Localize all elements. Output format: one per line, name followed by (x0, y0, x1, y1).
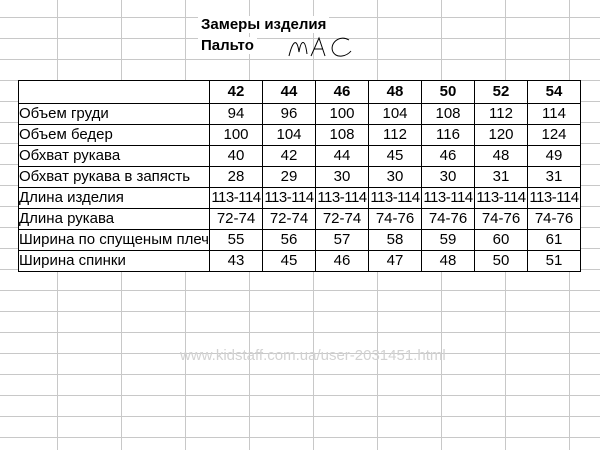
signature-logo (285, 32, 365, 62)
table-cell: 113-114 (475, 188, 528, 209)
table-cell: 46 (316, 251, 369, 272)
size-header: 46 (316, 81, 369, 104)
table-cell: 116 (422, 125, 475, 146)
size-header: 52 (475, 81, 528, 104)
table-cell: 30 (369, 167, 422, 188)
table-cell: 108 (316, 125, 369, 146)
watermark-text: www.kidstaff.com.ua/user-2031451.html (180, 347, 446, 364)
table-cell: 45 (369, 146, 422, 167)
table-cell: 57 (316, 230, 369, 251)
table-cell: 48 (475, 146, 528, 167)
table-cell: 44 (316, 146, 369, 167)
table-cell: 108 (422, 104, 475, 125)
table-cell: 60 (475, 230, 528, 251)
table-cell: 40 (210, 146, 263, 167)
table-cell: 113-114 (528, 188, 581, 209)
table-cell: 46 (422, 146, 475, 167)
table-cell: 55 (210, 230, 263, 251)
table-cell: 31 (475, 167, 528, 188)
row-label: Длина изделия (19, 188, 210, 209)
table-cell: 72-74 (316, 209, 369, 230)
table-cell: 120 (475, 125, 528, 146)
table-cell: 59 (422, 230, 475, 251)
header-corner-cell (19, 81, 210, 104)
table-cell: 96 (263, 104, 316, 125)
table-cell: 74-76 (422, 209, 475, 230)
row-label: Объем бедер (19, 125, 210, 146)
table-cell: 113-114 (210, 188, 263, 209)
table-cell: 51 (528, 251, 581, 272)
row-label: Обхват рукава в запясть (19, 167, 210, 188)
table-row (19, 104, 581, 125)
table-cell: 30 (422, 167, 475, 188)
table-cell: 74-76 (369, 209, 422, 230)
table-cell: 58 (369, 230, 422, 251)
table-row (19, 251, 581, 272)
table-cell: 43 (210, 251, 263, 272)
table-cell: 49 (528, 146, 581, 167)
row-label: Обхват рукава (19, 146, 210, 167)
table-header-row (19, 81, 581, 104)
table-cell: 74-76 (475, 209, 528, 230)
row-label: Ширина спинки (19, 251, 210, 272)
table-cell: 72-74 (263, 209, 316, 230)
table-cell: 100 (316, 104, 369, 125)
table-cell: 112 (369, 125, 422, 146)
sheet-subtitle: Пальто (198, 37, 257, 54)
table-cell: 113-114 (316, 188, 369, 209)
table-row (19, 209, 581, 230)
table-cell: 56 (263, 230, 316, 251)
size-header: 50 (422, 81, 475, 104)
table-cell: 47 (369, 251, 422, 272)
table-cell: 61 (528, 230, 581, 251)
table-cell: 113-114 (369, 188, 422, 209)
table-cell: 114 (528, 104, 581, 125)
table-cell: 72-74 (210, 209, 263, 230)
table-cell: 112 (475, 104, 528, 125)
table-cell: 113-114 (263, 188, 316, 209)
row-label: Объем груди (19, 104, 210, 125)
table-cell: 94 (210, 104, 263, 125)
table-cell: 31 (528, 167, 581, 188)
table-cell: 74-76 (528, 209, 581, 230)
size-header: 42 (210, 81, 263, 104)
size-header: 48 (369, 81, 422, 104)
table-cell: 29 (263, 167, 316, 188)
table-cell: 124 (528, 125, 581, 146)
table-cell: 104 (369, 104, 422, 125)
measurements-table (18, 80, 581, 272)
table-row (19, 188, 581, 209)
table-cell: 100 (210, 125, 263, 146)
row-label: Ширина по спущеным плеч (19, 230, 210, 251)
row-label: Длина рукава (19, 209, 210, 230)
table-cell: 45 (263, 251, 316, 272)
table-row (19, 167, 581, 188)
size-header: 44 (263, 81, 316, 104)
table-cell: 48 (422, 251, 475, 272)
size-header: 54 (528, 81, 581, 104)
table-row (19, 230, 581, 251)
table-cell: 42 (263, 146, 316, 167)
table-cell: 50 (475, 251, 528, 272)
table-cell: 113-114 (422, 188, 475, 209)
table-cell: 104 (263, 125, 316, 146)
sheet-title: Замеры изделия (198, 16, 329, 33)
table-row (19, 146, 581, 167)
table-cell: 30 (316, 167, 369, 188)
table-row (19, 125, 581, 146)
table-cell: 28 (210, 167, 263, 188)
